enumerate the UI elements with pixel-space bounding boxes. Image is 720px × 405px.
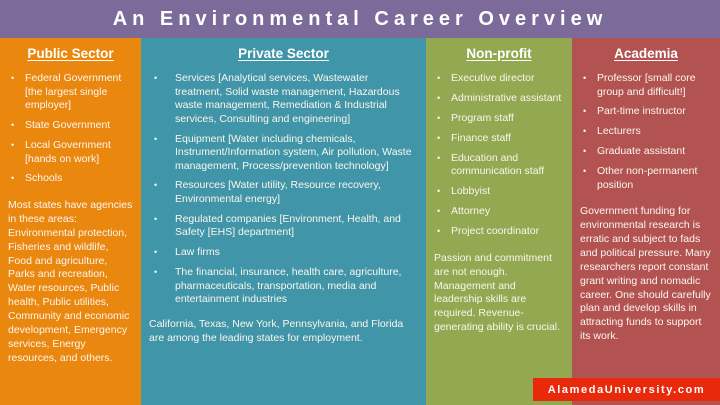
list-item (8, 172, 133, 186)
bullet-text: Resources [Water utility, Resource recovery, Environmental energy] (175, 179, 381, 206)
list-item (434, 92, 564, 106)
list-item (434, 112, 564, 126)
bullet-text: Schools (25, 172, 63, 185)
public-sector-note: Most states have agencies in these areas: Environmental protection, Fisheries and wildlife, Food and agriculture, Parks and recreation, Water resources, Public health, Public utilities, Community and economic development, Emergency services, Energy resources, and others. (8, 199, 133, 364)
list-item (434, 205, 564, 219)
list-item (8, 72, 133, 113)
column-private-sector (141, 38, 426, 405)
non-profit-list (434, 72, 564, 239)
list-item (8, 139, 133, 166)
bullet-text: Lobbyist (451, 185, 491, 198)
bullet-icon: • (437, 186, 441, 197)
bullet-icon: • (154, 266, 158, 277)
private-sector-note: California, Texas, New York, Pennsylvania, and Florida are among the leading states for employment. (149, 317, 404, 344)
bullet-icon: • (437, 152, 441, 163)
list-item (434, 72, 564, 86)
list-item (434, 152, 564, 179)
bullet-text: Federal Government [the largest single employer] (25, 72, 122, 112)
page-title: An Environmental Career Overview (112, 7, 608, 30)
site-banner (533, 378, 720, 401)
bullet-text: Education and communication staff (451, 151, 545, 178)
bullet-icon: • (11, 173, 15, 184)
bullet-text: Law firms (175, 246, 220, 259)
bullet-icon: • (154, 73, 158, 83)
bullet-text: Local Government [hands on work] (25, 138, 111, 165)
list-item (149, 72, 418, 127)
list-item (149, 266, 418, 307)
list-item (580, 125, 712, 139)
bullet-icon: • (154, 213, 158, 224)
column-public-sector (0, 38, 141, 405)
bullet-icon: • (437, 205, 441, 216)
column-title-public-sector: Public Sector (27, 46, 114, 61)
bullet-icon: • (437, 225, 441, 236)
column-title-private-sector: Private Sector (238, 46, 329, 61)
list-item (434, 132, 564, 146)
bullet-icon: • (437, 73, 441, 83)
column-academia (572, 38, 720, 405)
list-item (149, 246, 418, 260)
private-sector-list (149, 72, 418, 307)
list-item (434, 185, 564, 199)
list-item (8, 119, 133, 133)
bullet-icon: • (437, 132, 441, 143)
site-url: AlamedaUniversity.com (547, 383, 706, 396)
bullet-text: State Government (25, 118, 111, 131)
bullet-icon: • (583, 106, 587, 117)
bullet-text: Graduate assistant (597, 145, 686, 158)
bullet-icon: • (154, 133, 158, 144)
columns-container (0, 38, 720, 405)
bullet-text: Lecturers (597, 125, 641, 138)
academia-list (580, 72, 712, 192)
bullet-text: Attorney (451, 204, 491, 217)
non-profit-note: Passion and commitment are not enough. Management and leadership skills are required. Revenue-generating ability is crucial. (434, 251, 561, 334)
bullet-text: Services [Analytical services, Wastewater treatment, Solid waste management, Hazardous waste management, Remediation & Industrial services, Consulting and engineering] (175, 72, 400, 125)
bullet-icon: • (583, 146, 587, 157)
list-item (149, 133, 418, 174)
bullet-text: Program staff (451, 111, 514, 124)
bullet-icon: • (11, 73, 15, 83)
bullet-text: Other non-permanent position (597, 165, 698, 191)
bullet-icon: • (154, 180, 158, 191)
slide-header (0, 0, 720, 38)
list-item (580, 145, 712, 159)
bullet-text: Part-time instructor (597, 105, 686, 118)
bullet-text: Administrative assistant (451, 91, 562, 104)
list-item (580, 165, 712, 192)
bullet-icon: • (11, 139, 15, 150)
list-item (149, 213, 418, 240)
bullet-icon: • (583, 73, 587, 83)
list-item (434, 225, 564, 239)
list-item (580, 105, 712, 119)
column-non-profit (426, 38, 572, 405)
bullet-text: Professor [small core group and difficult!] (597, 72, 696, 98)
bullet-icon: • (583, 166, 587, 177)
bullet-text: The financial, insurance, health care, agriculture, pharmaceuticals, transportation, media and entertainment industries (175, 265, 402, 306)
column-title-non-profit: Non-profit (466, 46, 532, 61)
list-item (580, 72, 712, 99)
column-title-academia: Academia (614, 46, 678, 61)
bullet-text: Finance staff (451, 131, 511, 144)
list-item (149, 179, 418, 206)
bullet-text: Regulated companies [Environment, Health, and Safety [EHS] department] (175, 212, 401, 239)
academia-note: Government funding for environmental research is erratic and subject to fads and political pressure. Many researchers report constant grant writing and nomadic career. One should carefully plan and develop skills in attracting funds to support its work. (580, 205, 711, 343)
bullet-text: Equipment [Water including chemicals, Instrument/Information system, Air pollution, Waste management, Process/prevention technology] (175, 132, 412, 172)
bullet-icon: • (437, 112, 441, 123)
bullet-text: Project coordinator (451, 224, 540, 237)
bullet-text: Executive director (451, 72, 535, 84)
public-sector-list (8, 72, 133, 186)
bullet-icon: • (11, 119, 15, 130)
bullet-icon: • (437, 92, 441, 103)
bullet-icon: • (154, 247, 158, 258)
bullet-icon: • (583, 126, 587, 137)
